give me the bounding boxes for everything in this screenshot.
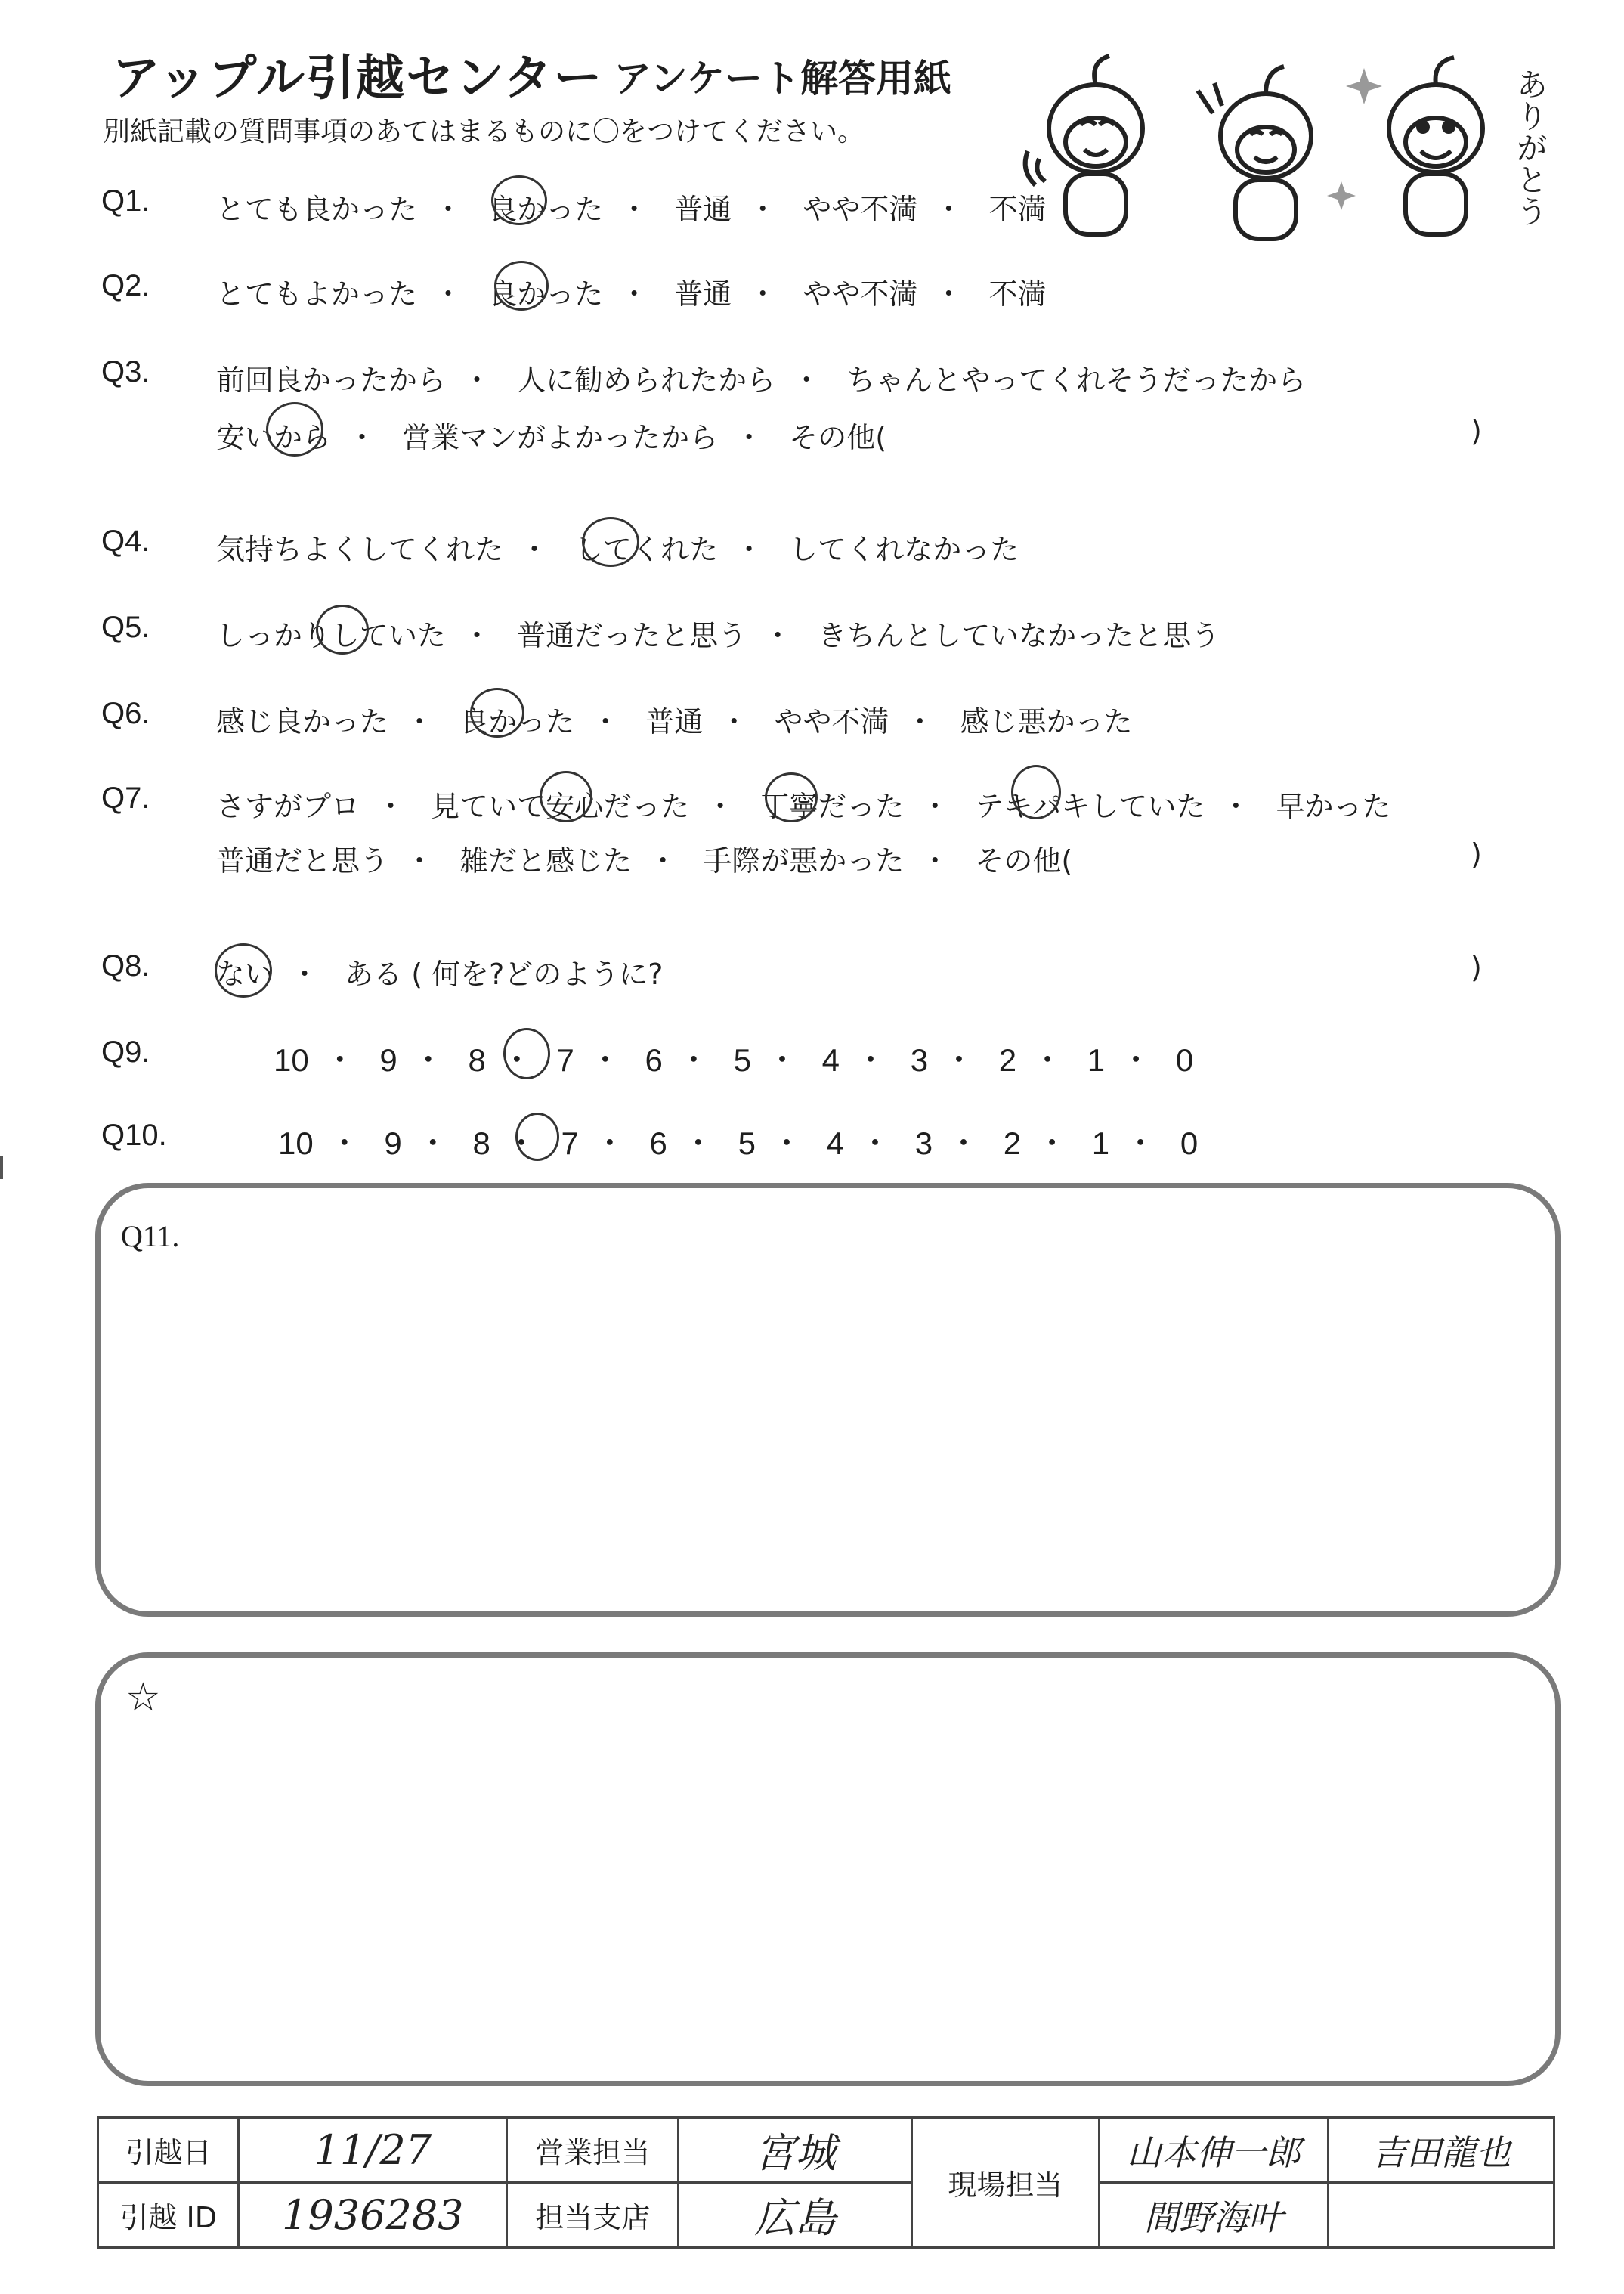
option-q2-3[interactable]: 普通 <box>674 277 732 311</box>
option-q5-2[interactable]: 普通だったと思う <box>517 619 747 652</box>
rating-q9-6[interactable]: 6 <box>645 1042 663 1078</box>
site-staff-3[interactable]: 間野海叶 <box>1099 2183 1329 2248</box>
question-options-q7-line1: さすがプロ ・ 見ていて安心だった ・ 丁寧だった ・ テキパキしていた ・ 早かった <box>216 783 1391 825</box>
move-date-label: 引越日 <box>98 2118 239 2183</box>
option-q5-1[interactable]: しっかりしていた <box>216 619 447 652</box>
rating-q10-6[interactable]: 6 <box>649 1125 667 1161</box>
form-instruction: 別紙記載の質問事項のあてはまるものに〇をつけてください。 <box>103 116 865 147</box>
rating-q9-8[interactable]: 8 <box>468 1042 486 1078</box>
rating-scale-q9: 10 ・ 9 ・ 8 ・ 7 ・ 6 ・ 5 ・ 4 ・ 3 ・ 2 ・ 1 ・ 0 <box>274 1042 1194 1078</box>
selection-circle-q10 <box>515 1113 559 1161</box>
option-q1-2[interactable]: 良かった <box>488 193 604 226</box>
rating-q10-9[interactable]: 9 <box>384 1125 402 1161</box>
sparkle-icon <box>1327 68 1382 210</box>
selection-circle-q7-tekipaki <box>1011 765 1061 819</box>
move-id-value[interactable]: 1936283 <box>239 2183 507 2248</box>
rating-q10-4[interactable]: 4 <box>826 1125 844 1161</box>
rating-q9-9[interactable]: 9 <box>379 1042 397 1078</box>
free-comment-box[interactable] <box>95 1652 1561 2086</box>
rating-q10-3[interactable]: 3 <box>914 1125 933 1161</box>
rating-q9-1[interactable]: 1 <box>1087 1042 1106 1078</box>
option-q8-2[interactable]: ある ( 何を?どのように? <box>345 958 664 991</box>
question-options-q8: ない ・ ある ( 何を?どのように? <box>216 951 663 992</box>
sales-staff-value[interactable]: 宮城 <box>679 2118 912 2183</box>
option-q3-2[interactable]: 人に勧められたから <box>517 364 776 397</box>
selection-circle-q1 <box>491 175 547 225</box>
option-q4-1[interactable]: 気持ちよくしてくれた <box>216 533 504 566</box>
question-label-q8: Q8. <box>101 949 150 983</box>
rating-q9-3[interactable]: 3 <box>910 1042 929 1078</box>
option-q4-3[interactable]: してくれなかった <box>789 533 1019 566</box>
selection-circle-q6 <box>470 688 524 738</box>
rating-q10-0[interactable]: 0 <box>1180 1125 1199 1161</box>
selection-circle-q2 <box>494 261 549 311</box>
option-q7-4[interactable]: テキパキしていた <box>975 790 1205 823</box>
site-staff-1[interactable]: 山本伸一郎 <box>1099 2118 1329 2183</box>
close-paren-q8: ) <box>1471 951 1482 984</box>
rating-q9-10[interactable]: 10 <box>274 1042 309 1078</box>
rating-q10-1[interactable]: 1 <box>1091 1125 1110 1161</box>
selection-circle-q7-anshin <box>540 771 592 822</box>
option-q8-1[interactable]: ない <box>216 958 274 991</box>
option-q5-3[interactable]: きちんとしていなかったと思う <box>818 619 1220 652</box>
question-label-q1: Q1. <box>101 184 150 218</box>
option-q7-7[interactable]: 雑だと感じた <box>459 844 633 878</box>
rating-q10-7[interactable]: 7 <box>561 1125 579 1161</box>
option-q7-1[interactable]: さすがプロ <box>216 790 360 823</box>
monkey-mascots-illustration <box>1016 53 1561 249</box>
option-q6-3[interactable]: 普通 <box>645 705 704 738</box>
footer-info-table <box>97 2116 1555 2249</box>
site-staff-2[interactable]: 吉田龍也 <box>1329 2118 1554 2183</box>
option-q7-2[interactable]: 見ていて安心だった <box>431 790 690 823</box>
option-q2-4[interactable]: やや不満 <box>803 277 918 311</box>
q11-comment-box[interactable] <box>95 1183 1561 1617</box>
close-paren-q3: ) <box>1471 414 1482 447</box>
rating-q9-7[interactable]: 7 <box>556 1042 574 1078</box>
option-q3-5[interactable]: 営業マンがよかったから <box>402 421 719 454</box>
rating-q10-10[interactable]: 10 <box>278 1125 314 1161</box>
sales-staff-label: 営業担当 <box>507 2118 679 2183</box>
option-q6-4[interactable]: やや不満 <box>774 705 889 738</box>
site-staff-label: 現場担当 <box>912 2118 1100 2248</box>
option-q3-1[interactable]: 前回良かったから <box>216 364 447 397</box>
selection-circle-q5 <box>316 605 369 655</box>
rating-q9-0[interactable]: 0 <box>1175 1042 1194 1078</box>
option-q7-6[interactable]: 普通だと思う <box>216 844 389 878</box>
scan-edge-mark <box>0 1156 3 1179</box>
option-q2-5[interactable]: 不満 <box>988 277 1047 311</box>
option-q1-1[interactable]: とても良かった <box>216 193 418 226</box>
site-staff-4[interactable] <box>1329 2183 1554 2248</box>
q11-box-label: Q11. <box>121 1219 180 1253</box>
rating-q10-5[interactable]: 5 <box>738 1125 756 1161</box>
question-label-q10: Q10. <box>101 1119 167 1152</box>
question-label-q4: Q4. <box>101 525 150 558</box>
option-q2-2[interactable]: 良かった <box>488 277 604 311</box>
move-id-label: 引越 ID <box>98 2183 239 2248</box>
option-q7-9[interactable]: その他( <box>975 844 1073 878</box>
question-options-q4: 気持ちよくしてくれた ・ してくれた ・ してくれなかった <box>216 526 1019 568</box>
monkey-icon <box>1198 67 1311 239</box>
mascot-text: ありがとう <box>1511 68 1549 227</box>
question-label-q2: Q2. <box>101 269 150 302</box>
option-q4-2[interactable]: してくれた <box>574 533 719 566</box>
option-q6-5[interactable]: 感じ悪かった <box>960 705 1133 738</box>
option-q6-1[interactable]: 感じ良かった <box>216 705 389 738</box>
close-paren-q7: ) <box>1471 837 1482 871</box>
option-q1-5[interactable]: 不満 <box>988 193 1047 226</box>
option-q7-8[interactable]: 手際が悪かった <box>703 844 905 878</box>
selection-circle-q8 <box>215 943 272 998</box>
branch-label: 担当支店 <box>507 2183 679 2248</box>
selection-circle-q4 <box>582 517 639 567</box>
option-q1-4[interactable]: やや不満 <box>803 193 918 226</box>
rating-q10-2[interactable]: 2 <box>1003 1125 1022 1161</box>
option-q2-1[interactable]: とてもよかった <box>216 277 418 311</box>
rating-q9-2[interactable]: 2 <box>998 1042 1017 1078</box>
rating-q9-4[interactable]: 4 <box>821 1042 840 1078</box>
question-label-q3: Q3. <box>101 355 150 389</box>
question-options-q6: 感じ良かった ・ 良かった ・ 普通 ・ やや不満 ・ 感じ悪かった <box>216 698 1133 740</box>
question-options-q2: とてもよかった ・ 良かった ・ 普通 ・ やや不満 ・ 不満 <box>216 271 1047 312</box>
form-subtitle: アンケート解答用紙 <box>614 57 951 101</box>
rating-q9-5[interactable]: 5 <box>733 1042 751 1078</box>
selection-circle-q9 <box>503 1028 550 1079</box>
option-q1-3[interactable]: 普通 <box>674 193 732 226</box>
option-q6-2[interactable]: 良かった <box>459 705 575 738</box>
option-q3-4[interactable]: 安いから <box>216 421 332 454</box>
question-options-q3-line2: 安いから ・ 営業マンがよかったから ・ その他( <box>216 414 886 456</box>
question-label-q6: Q6. <box>101 697 150 730</box>
question-label-q9: Q9. <box>101 1036 150 1069</box>
form-title: アップル引越センター <box>112 51 604 107</box>
monkey-icon <box>1389 57 1483 234</box>
question-options-q3-line1: 前回良かったから ・ 人に勧められたから ・ ちゃんとやってくれそうだったから <box>216 357 1306 398</box>
selection-circle-q7-teinei <box>765 772 818 822</box>
question-label-q5: Q5. <box>101 611 150 644</box>
option-q7-3[interactable]: 丁寧だった <box>760 790 905 823</box>
branch-value[interactable]: 広島 <box>679 2183 912 2248</box>
question-options-q1: とても良かった ・ 良かった ・ 普通 ・ やや不満 ・ 不満 <box>216 186 1047 228</box>
move-date-value[interactable]: 11/27 <box>239 2118 507 2183</box>
star-icon: ☆ <box>125 1676 161 1720</box>
rating-scale-q10: 10 ・ 9 ・ 8 ・ 7 ・ 6 ・ 5 ・ 4 ・ 3 ・ 2 ・ 1 ・ 0 <box>278 1125 1199 1161</box>
option-q3-6[interactable]: その他( <box>789 421 887 454</box>
option-q3-3[interactable]: ちゃんとやってくれそうだったから <box>846 364 1307 397</box>
question-options-q5: しっかりしていた ・ 普通だったと思う ・ きちんとしていなかったと思う <box>216 612 1220 654</box>
selection-circle-q3 <box>266 402 323 457</box>
question-label-q7: Q7. <box>101 782 150 815</box>
option-q7-5[interactable]: 早かった <box>1276 790 1391 823</box>
question-options-q7-line2: 普通だと思う ・ 雑だと感じた ・ 手際が悪かった ・ その他( <box>216 837 1072 879</box>
rating-q10-8[interactable]: 8 <box>472 1125 490 1161</box>
